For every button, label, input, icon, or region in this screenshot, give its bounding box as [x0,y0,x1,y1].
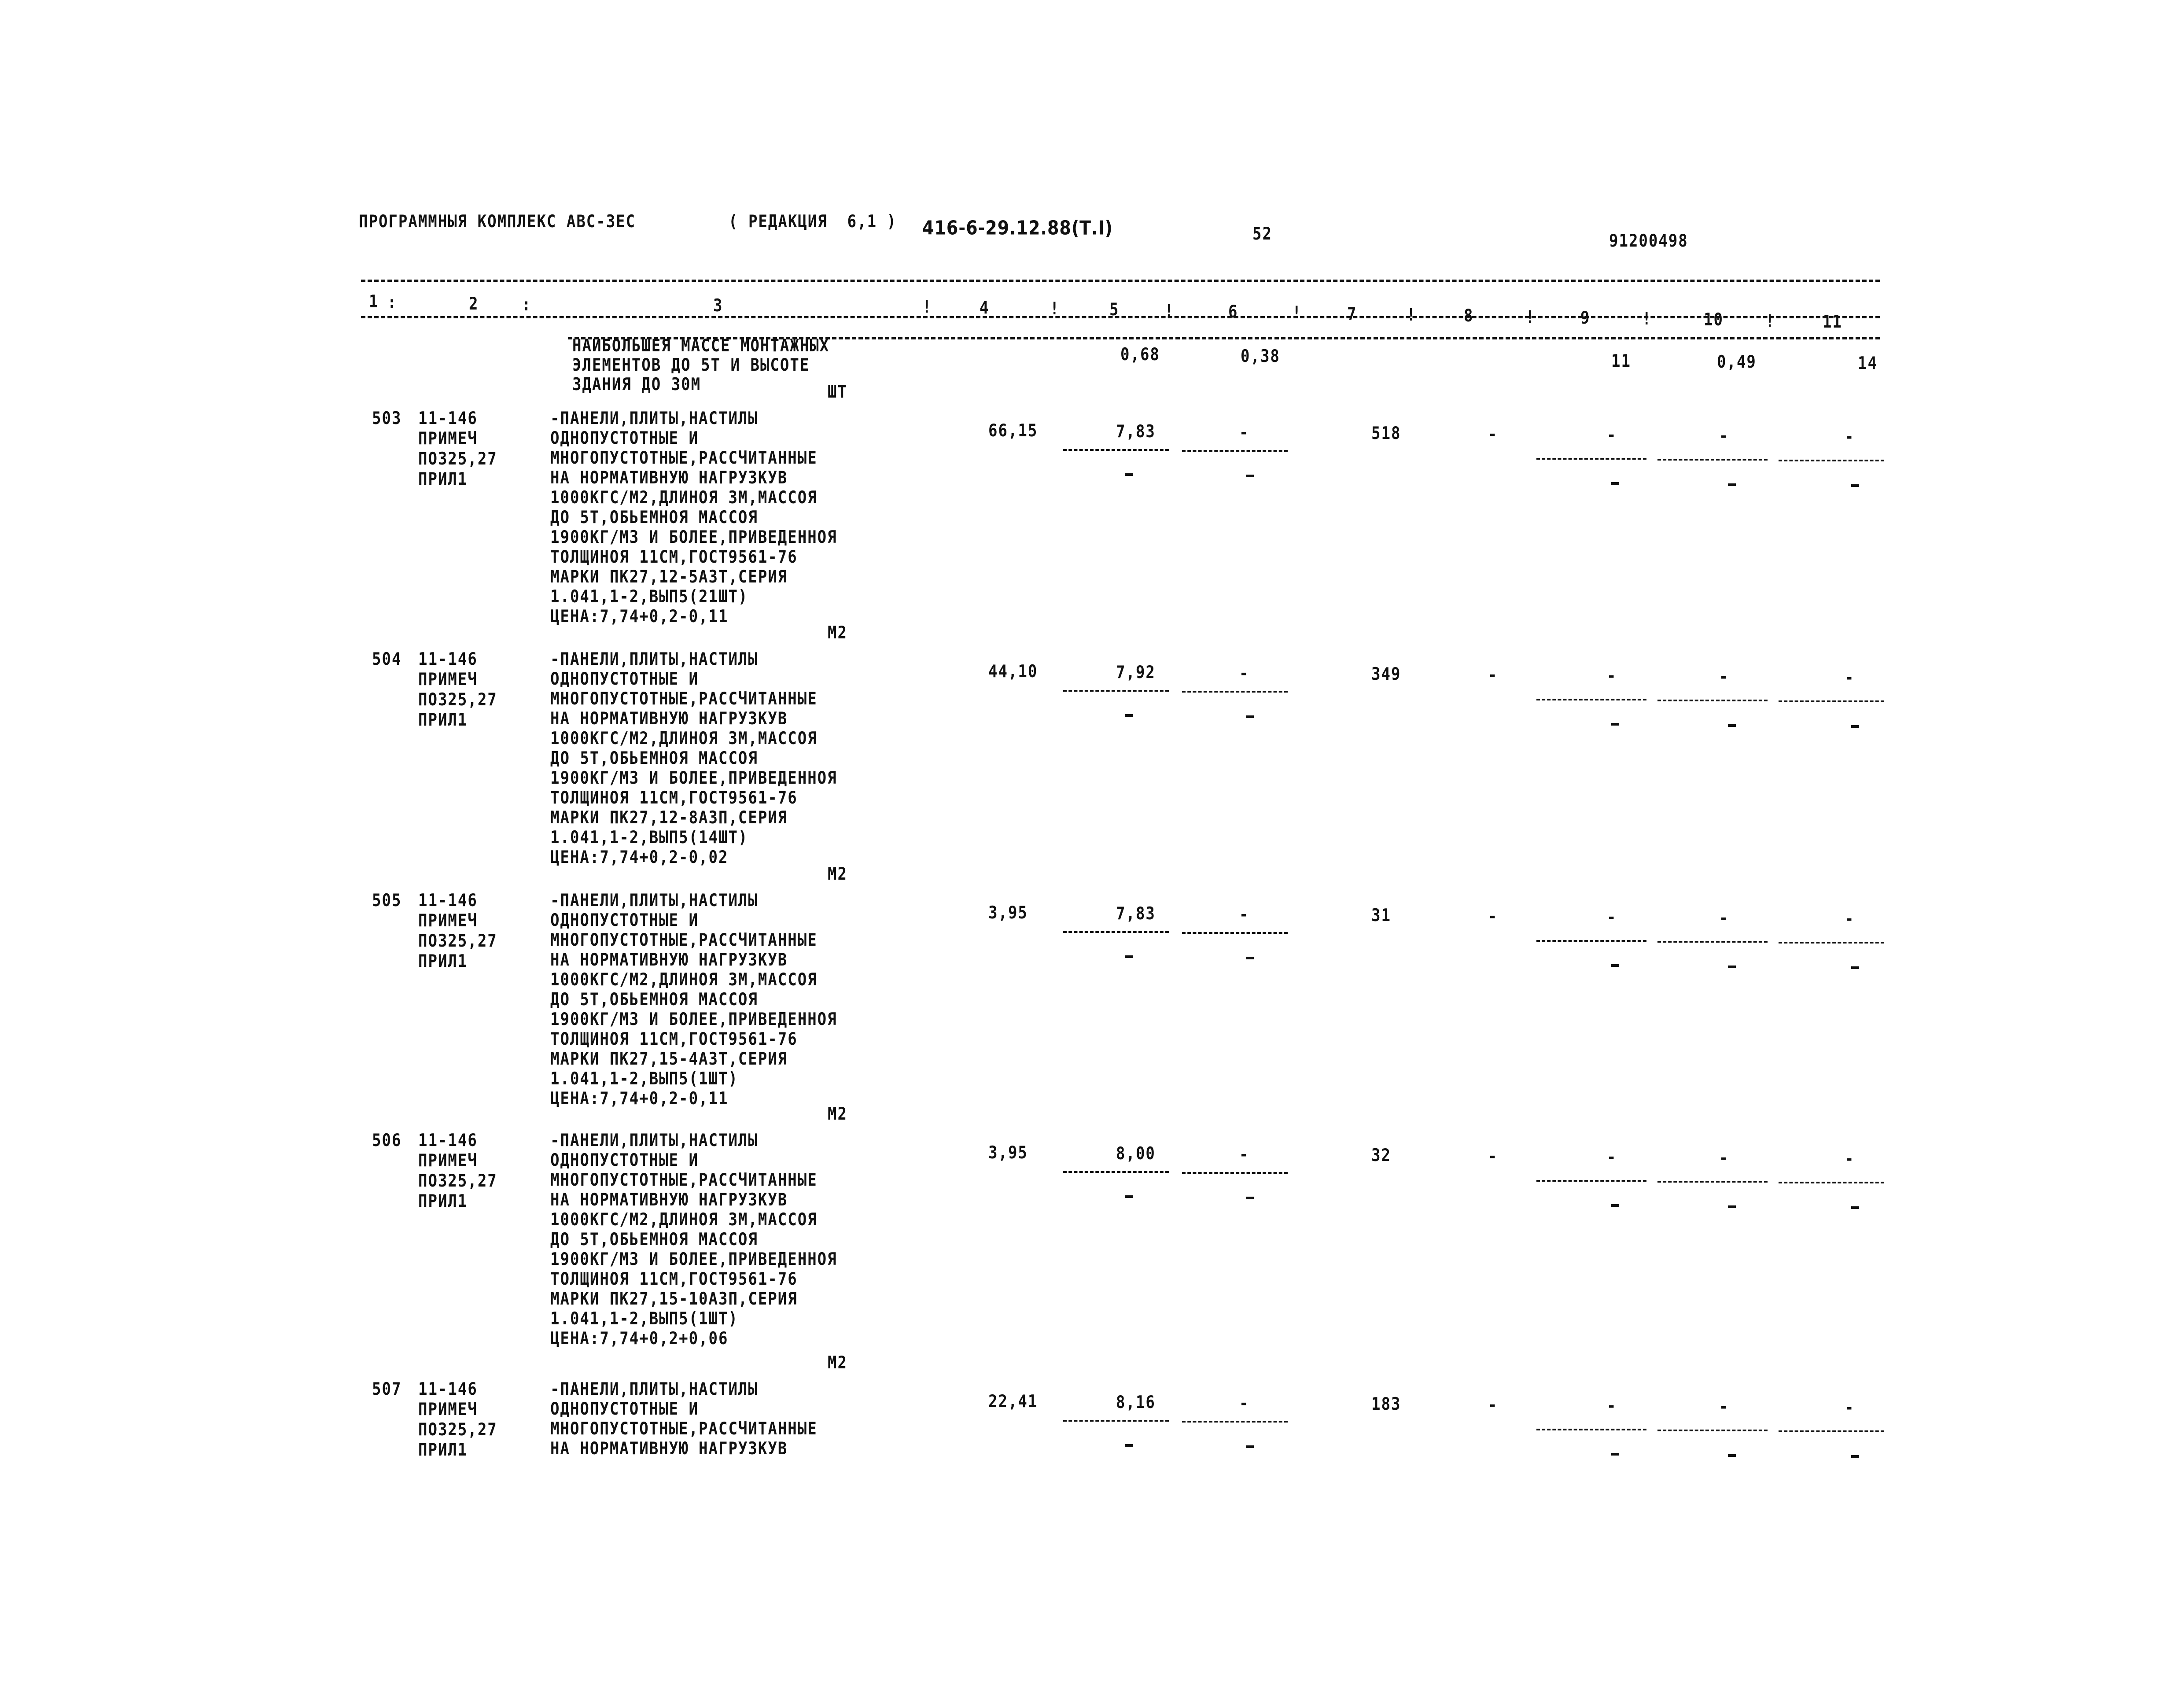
row-desc-line: ОДНОПУСТОТНЫЕ И [550,428,699,449]
cell-col9: - [1607,907,1617,928]
dash-mark [1125,955,1133,958]
row-desc-line: ТОЛЩИНОЯ 11СМ,ГОСТ9561-76 [550,547,798,568]
column-header-20: 11 [1823,312,1842,332]
column-header-18: 10 [1704,310,1724,330]
dash-mark [1125,1195,1133,1198]
cell-underline [1063,1171,1169,1173]
row-desc-line: 1900КГ/М3 И БОЛЕЕ,ПРИВЕДЕННОЯ [550,1249,837,1270]
cell-underline [1657,941,1768,943]
row-desc-line: ДО 5Т,ОБЬЕМНОЯ МАССОЯ [550,748,758,769]
dash-mark [1728,1205,1736,1208]
continuation-desc-line: НАИБОЛЬШЕЯ МАССЕ МОНТАЖНЫХ [572,335,830,356]
cell-col10: 0,49 [1717,352,1757,372]
continuation-desc-line: ЭЛЕМЕНТОВ ДО 5Т И ВЫСОТЕ [572,355,810,376]
cell-col5: 7,83 [1116,421,1156,442]
row-desc-line: 1.041,1-2,ВЫП5(1ШТ) [550,1308,738,1329]
row-code-line: ПРИМЕЧ [418,1399,478,1420]
cell-col8: - [1488,424,1498,445]
row-code-line: 11-146 [418,890,478,911]
cell-col8: - [1488,665,1498,685]
cell-col5: 8,00 [1116,1143,1156,1164]
cell-col10: - [1719,1397,1729,1417]
cell-col11: - [1845,427,1855,447]
cell-underline [1779,1430,1884,1432]
row-unit: М2 [828,1353,847,1373]
row-desc-line: 1000КГС/М2,ДЛИНОЯ 3М,МАССОЯ [550,969,818,990]
row-desc-line: МНОГОПУСТОТНЫЕ,РАССЧИТАННЫЕ [550,930,818,951]
cell-col10: - [1719,1148,1729,1168]
row-desc-line: -ПАНЕЛИ,ПЛИТЫ,НАСТИЛЫ [550,1130,758,1151]
row-desc-line: 1.041,1-2,ВЫП5(21ШТ) [550,586,748,607]
cell-col7: 32 [1371,1145,1391,1166]
row-desc-line: -ПАНЕЛИ,ПЛИТЫ,НАСТИЛЫ [550,1379,758,1400]
row-desc-line: -ПАНЕЛИ,ПЛИТЫ,НАСТИЛЫ [550,649,758,670]
cell-col8: - [1488,1146,1498,1167]
row-desc-line: ОДНОПУСТОТНЫЕ И [550,1399,699,1419]
cell-underline [1779,1182,1884,1183]
cell-underline [1657,1181,1768,1183]
column-header-17: ! [1642,309,1652,329]
document-code: 91200498 [1609,231,1688,251]
row-desc-line: ДО 5Т,ОБЬЕМНОЯ МАССОЯ [550,1229,758,1250]
row-unit: М2 [828,864,847,885]
cell-col11: - [1845,1149,1855,1169]
column-header-15: ! [1525,307,1536,328]
row-unit: М2 [828,623,847,643]
cell-col4: 66,15 [988,420,1038,441]
cell-col5: 7,83 [1116,903,1156,924]
row-code-line: ПРИЛ1 [418,1191,468,1212]
cell-col9: - [1607,425,1617,446]
row-desc-line: МНОГОПУСТОТНЫЕ,РАССЧИТАННЫЕ [550,689,818,709]
row-desc-line: ТОЛЩИНОЯ 11СМ,ГОСТ9561-76 [550,1269,798,1290]
dash-mark [1246,715,1254,718]
row-desc-line: 1000КГС/М2,ДЛИНОЯ 3М,МАССОЯ [550,487,818,508]
cell-col8: - [1488,1395,1498,1415]
row-code-line: ПРИМЕЧ [418,1150,478,1171]
cell-col8: - [1488,906,1498,927]
cell-underline [1536,1180,1646,1182]
dash-mark [1728,966,1736,968]
row-code-line: ПРИЛ1 [418,469,468,490]
row-code-line: 11-146 [418,1130,478,1151]
page-number: 52 [1252,224,1272,244]
row-code-line: ПРИМЕЧ [418,669,478,690]
cell-col5: 8,16 [1116,1392,1156,1413]
row-desc-line: НА НОРМАТИВНУЮ НАГРУЗКУВ [550,1438,788,1459]
cell-col5: 7,92 [1116,662,1156,683]
row-desc-line: НА НОРМАТИВНУЮ НАГРУЗКУВ [550,1190,788,1210]
cell-col7: 349 [1371,664,1401,685]
cell-col6: - [1239,663,1249,684]
dash-mark [1728,483,1736,486]
row-code-line: ПО325,27 [418,689,497,710]
dash-mark [1611,482,1619,485]
cell-col9: 11 [1611,351,1631,372]
cell-col9: - [1607,1147,1617,1168]
cell-col6: - [1239,904,1249,925]
cell-col6: - [1239,1393,1249,1414]
dash-mark [1851,725,1859,728]
row-desc-line: МАРКИ ПК27,15-10А3П,СЕРИЯ [550,1289,798,1309]
cell-underline [1657,1430,1768,1431]
dash-mark [1611,1453,1619,1456]
column-header-7: ! [1050,299,1060,319]
cell-col11: - [1845,1397,1855,1418]
cell-col4: 3,95 [988,1142,1028,1163]
row-desc-line: ОДНОПУСТОТНЫЕ И [550,669,699,689]
cell-underline [1657,459,1768,461]
cell-underline [1063,1420,1169,1422]
dash-mark [1125,1444,1133,1447]
row-code-line: ПРИМЕЧ [418,428,478,449]
dash-mark [1611,964,1619,967]
row-desc-line: МНОГОПУСТОТНЫЕ,РАССЧИТАННЫЕ [550,448,818,468]
row-code-line: ПО325,27 [418,1419,497,1440]
row-desc-line: ЦЕНА:7,74+0,2+0,06 [550,1328,729,1349]
dash-mark [1728,724,1736,727]
row-desc-line: ДО 5Т,ОБЬЕМНОЯ МАССОЯ [550,989,758,1010]
row-code-line: ПО325,27 [418,449,497,469]
cell-underline [1536,1429,1646,1430]
cell-col11: - [1845,909,1855,929]
row-code-line: 11-146 [418,649,478,670]
column-header-4: 3 [713,295,723,316]
row-desc-line: МАРКИ ПК27,12-8А3П,СЕРИЯ [550,807,788,828]
handwritten-reference: 416-6-29.12.88(Т.I) [922,217,1113,239]
cell-col6: - [1239,422,1249,443]
cell-col5: 0,68 [1120,344,1160,365]
row-code-line: ПРИЛ1 [418,710,468,730]
row-code-line: ПРИЛ1 [418,951,468,972]
row-desc-line: ЦЕНА:7,74+0,2-0,11 [550,606,729,627]
dash-mark [1728,1454,1736,1457]
row-code-line: 11-146 [418,1379,478,1400]
row-number: 504 [372,649,402,670]
row-desc-line: ТОЛЩИНОЯ 11СМ,ГОСТ9561-76 [550,1029,798,1050]
row-desc-line: НА НОРМАТИВНУЮ НАГРУЗКУВ [550,950,788,970]
column-header-10: 6 [1228,302,1238,322]
row-desc-line: МАРКИ ПК27,15-4А3Т,СЕРИЯ [550,1049,788,1069]
cell-underline [1063,931,1169,933]
row-desc-line: 1000КГС/М2,ДЛИНОЯ 3М,МАССОЯ [550,1209,818,1230]
column-header-6: 4 [980,298,990,318]
cell-underline [1536,940,1646,942]
row-desc-line: 1900КГ/М3 И БОЛЕЕ,ПРИВЕДЕННОЯ [550,1009,837,1030]
dash-mark [1125,714,1133,717]
row-desc-line: НА НОРМАТИВНУЮ НАГРУЗКУВ [550,468,788,488]
row-desc-line: МНОГОПУСТОТНЫЕ,РАССЧИТАННЫЕ [550,1170,818,1190]
row-desc-line: НА НОРМАТИВНУЮ НАГРУЗКУВ [550,708,788,729]
dash-mark [1851,1455,1859,1458]
column-header-11: ! [1292,302,1302,323]
program-title: ПРОГРАММНЫЯ КОМПЛЕКС АВС-3ЕС [359,211,636,232]
cell-col9: - [1607,1396,1617,1416]
column-header-5: ! [922,297,932,317]
cell-underline [1779,942,1884,943]
cell-col7: 518 [1371,423,1401,444]
dash-mark [1125,473,1133,476]
row-code-line: ПРИЛ1 [418,1440,468,1460]
cell-underline [1657,700,1768,701]
dash-mark [1851,966,1859,969]
dash-mark [1246,957,1254,959]
cell-underline [1063,690,1169,692]
dash-mark [1246,1445,1254,1448]
dash-mark [1611,1204,1619,1207]
row-number: 507 [372,1379,402,1400]
column-header-13: ! [1407,305,1417,325]
cell-col4: 3,95 [988,903,1028,923]
table-header-rule [361,316,1880,318]
dash-mark [1851,484,1859,487]
row-unit: ШТ [828,382,847,402]
cell-underline [1182,450,1288,452]
row-code-line: ПРИМЕЧ [418,910,478,931]
row-desc-line: ДО 5Т,ОБЬЕМНОЯ МАССОЯ [550,507,758,528]
cell-col11: - [1845,667,1855,688]
continuation-desc-line: ЗДАНИЯ ДО 30М [572,374,701,395]
cell-col9: - [1607,666,1617,686]
row-desc-line: ЦЕНА:7,74+0,2-0,02 [550,847,729,868]
row-code-line: 11-146 [418,408,478,429]
table-top-rule [361,280,1880,282]
dash-mark [1246,1197,1254,1199]
row-desc-line: 1900КГ/М3 И БОЛЕЕ,ПРИВЕДЕННОЯ [550,527,837,548]
cell-col7: 31 [1371,905,1391,926]
row-number: 506 [372,1130,402,1151]
edition-label: ( РЕДАКЦИЯ 6,1 ) [729,211,897,232]
column-header-1: : [387,292,398,313]
column-header-16: 9 [1580,308,1591,328]
cell-underline [1182,932,1288,934]
column-header-2: 2 [469,294,479,314]
row-number: 505 [372,890,402,911]
row-desc-line: ЦЕНА:7,74+0,2-0,11 [550,1088,729,1109]
row-number: 503 [372,408,402,429]
cell-underline [1182,1172,1288,1174]
row-desc-line: -ПАНЕЛИ,ПЛИТЫ,НАСТИЛЫ [550,890,758,911]
column-header-12: 7 [1347,304,1357,324]
cell-col10: - [1719,908,1729,929]
cell-underline [1779,460,1884,461]
cell-col6: 0,38 [1241,346,1280,367]
column-header-8: 5 [1109,299,1120,320]
row-desc-line: -ПАНЕЛИ,ПЛИТЫ,НАСТИЛЫ [550,408,758,429]
row-code-line: ПО325,27 [418,931,497,951]
row-desc-line: ОДНОПУСТОТНЫЕ И [550,910,699,931]
row-desc-line: МНОГОПУСТОТНЫЕ,РАССЧИТАННЫЕ [550,1419,818,1439]
cell-underline [1536,699,1646,700]
cell-col4: 22,41 [988,1391,1038,1412]
dash-mark [1851,1206,1859,1209]
column-header-9: ! [1164,301,1175,321]
cell-col6: - [1239,1144,1249,1165]
row-desc-line: 1.041,1-2,ВЫП5(1ШТ) [550,1069,738,1089]
row-desc-line: 1900КГ/М3 И БОЛЕЕ,ПРИВЕДЕННОЯ [550,768,837,789]
row-desc-line: ТОЛЩИНОЯ 11СМ,ГОСТ9561-76 [550,788,798,808]
dash-mark [1246,475,1254,477]
column-header-19: ! [1765,311,1775,332]
cell-underline [1779,700,1884,702]
cell-col10: - [1719,426,1729,446]
row-code-line: ПО325,27 [418,1171,497,1191]
cell-col7: 183 [1371,1394,1401,1415]
row-desc-line: МАРКИ ПК27,12-5А3Т,СЕРИЯ [550,567,788,587]
column-header-3: : [522,295,532,315]
cell-col4: 44,10 [988,661,1038,682]
cell-col11: 14 [1858,353,1878,374]
column-header-14: 8 [1464,306,1474,326]
cell-underline [1536,458,1646,460]
cell-col10: - [1719,667,1729,687]
row-desc-line: ОДНОПУСТОТНЫЕ И [550,1150,699,1171]
row-desc-line: 1.041,1-2,ВЫП5(14ШТ) [550,827,748,848]
column-header-0: 1 [369,291,379,312]
row-desc-line: 1000КГС/М2,ДЛИНОЯ 3М,МАССОЯ [550,728,818,749]
cell-underline [1182,1421,1288,1423]
cell-underline [1063,449,1169,451]
row-unit: М2 [828,1104,847,1124]
cell-underline [1182,691,1288,693]
dash-mark [1611,723,1619,726]
